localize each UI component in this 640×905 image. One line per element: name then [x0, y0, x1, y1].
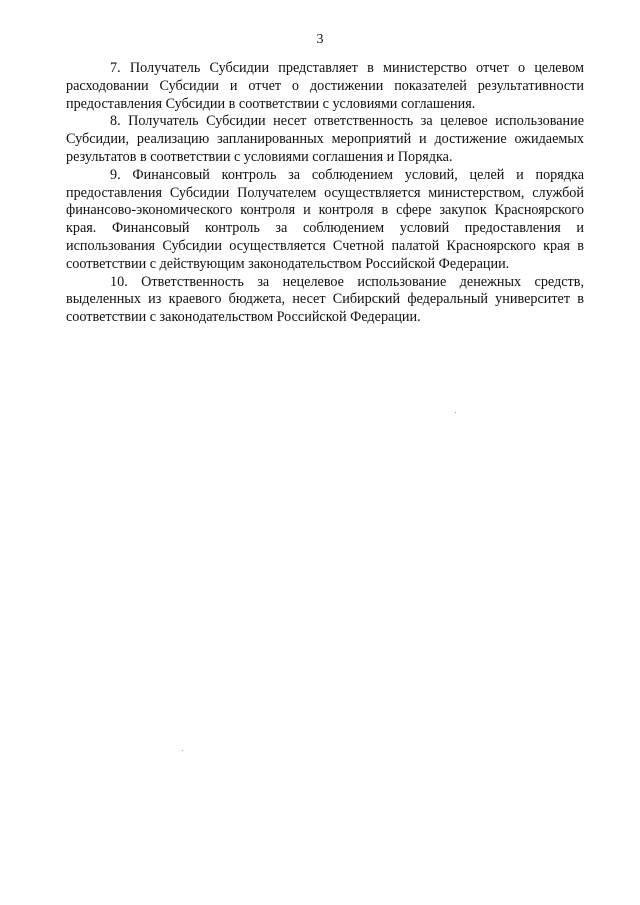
scan-speck: [455, 412, 456, 413]
document-body: [66, 60, 584, 327]
scan-speck: [182, 750, 183, 751]
paragraph-8: 8. Получатель Субсидии несет ответственность за целевое использование Субсидии, реализацию запланированных мероприятий и достижение ожидаемых результатов в соответствии с условиями соглашения и Порядка.: [66, 113, 584, 165]
paragraph-10: 10. Ответственность за нецелевое использование денежных средств, выделенных из краевого бюджета, несет Сибирский федеральный университет в соответствии с законодательством Российской Федерации.: [66, 273, 584, 326]
page-number: 3: [316, 32, 324, 47]
paragraph-9: 9. Финансовый контроль за соблюдением условий, целей и порядка предоставления Субсидии Получателем осуществляется министерством, службой финансово-экономического контроля и контроля в сфере закупок Красноярского края. Финансовый контроль за соблюдением условий предоставления и использования Субсидии осуществляется Счетной палатой Красноярского края в соответствии с действующим законодательством Российской Федерации.: [66, 166, 584, 272]
paragraph-7: 7. Получатель Субсидии представляет в министерство отчет о целевом расходовании Субсидии и отчет о достижении показателей результативности предоставления Субсидии в соответствии с условиями соглашения.: [66, 60, 584, 112]
